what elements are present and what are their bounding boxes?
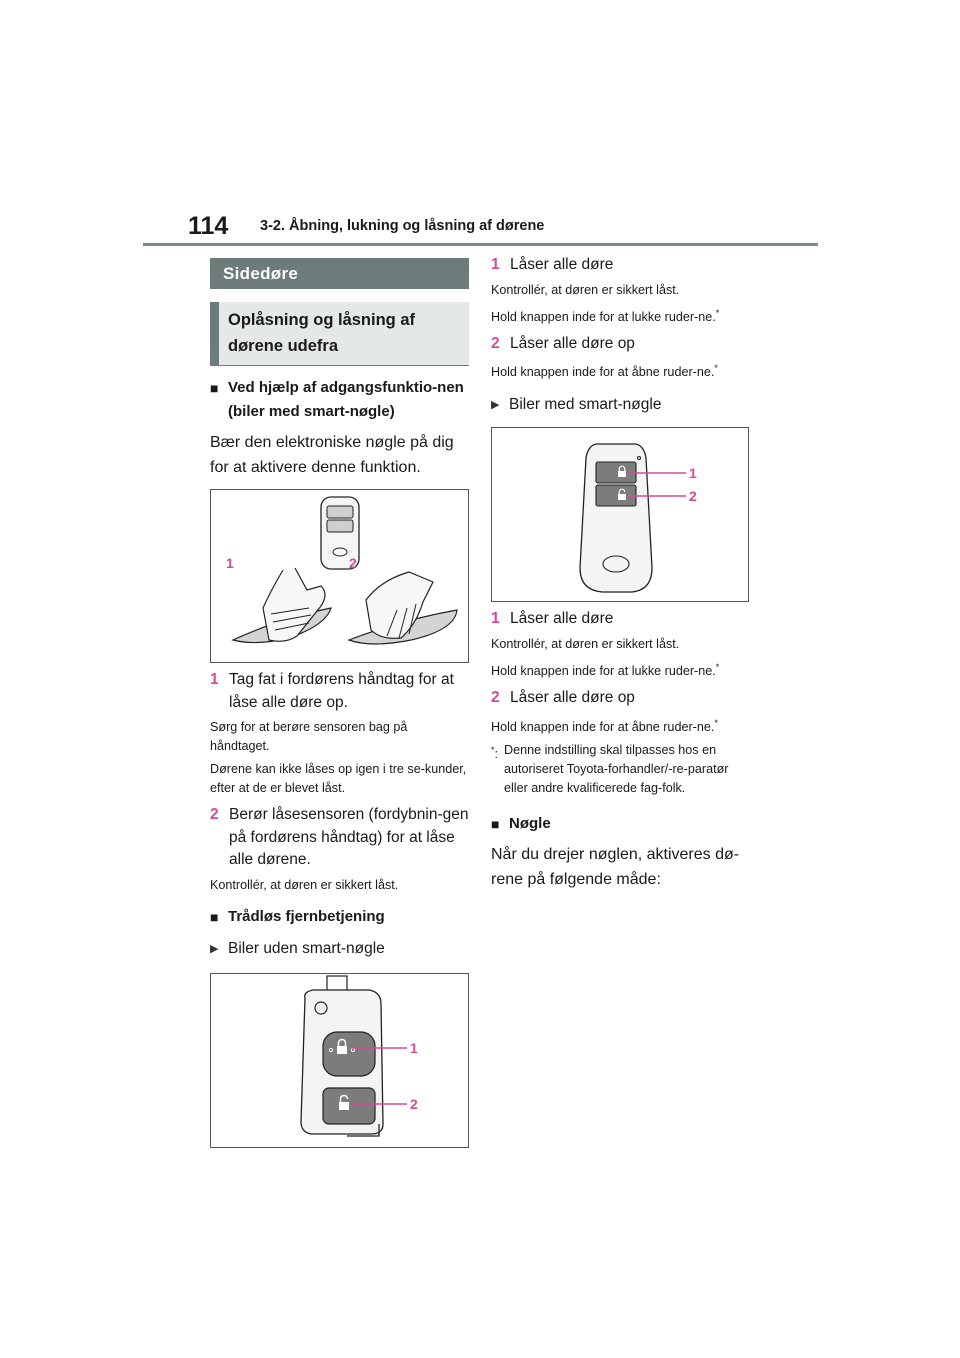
item-text: Låser alle døre op (510, 334, 635, 352)
figure-door-handle (210, 489, 469, 663)
step-number: 1 (210, 671, 219, 688)
triangle-right-icon: ▶ (210, 942, 219, 955)
subhead-no-smart-key: ▶ Biler uden smart-nøgle (210, 938, 469, 960)
footnote-mark: *: (491, 744, 499, 761)
step-2-note: Kontrollér, at døren er sikkert låst. (210, 877, 399, 892)
asterisk-mark: * (714, 363, 718, 374)
item-a2-note: Hold knappen inde for at åbne ruder-ne.* (491, 363, 718, 380)
subhead-smart-key: ▶ Biler med smart-nøgle (491, 394, 753, 416)
footnote-text: Denne indstilling skal tilpasses hos en autoriseret Toyota-forhandler/-re-paratør eller andre kvalificerede fag-folk. (504, 742, 729, 795)
item-b1 (491, 608, 753, 631)
key-text: Når du drejer nøglen, aktiveres dø-rene på følgende måde: (491, 845, 740, 888)
item-text: Låser alle døre (510, 610, 614, 628)
heading-smart-access: ■ Ved hjælp af adgangsfunktio-nen (biler med smart-nøgle) (210, 376, 469, 424)
triangle-right-icon: ▶ (491, 399, 500, 412)
figure-smart-key (491, 427, 749, 602)
item-text: Låser alle døre op (510, 689, 635, 707)
heading-key: ■ Nøgle (491, 812, 753, 836)
item-b2 (491, 687, 753, 710)
remote-key-illustration (211, 974, 468, 1147)
fig1-label-1-text: 1 (226, 555, 234, 571)
item-a1 (491, 254, 753, 277)
item-b2-note: Hold knappen inde for at åbne ruder-ne.* (491, 717, 718, 734)
item-number: 2 (491, 689, 500, 707)
fig3-label-1: 1 (689, 465, 697, 482)
left-column (210, 258, 469, 1148)
step-2 (210, 804, 469, 872)
section-title: Sidedøre (210, 258, 469, 289)
step-text: Berør låsesensoren (fordybnin-gen på fordørens håndtag) for at låse alle dørene. (229, 806, 469, 868)
step-1 (210, 669, 469, 714)
item-number: 1 (491, 256, 500, 273)
step-1-note-1: Sørg for at berøre sensoren bag på håndtaget. (210, 720, 408, 753)
item-a1-note-1: Kontrollér, at døren er sikkert låst. (491, 282, 680, 297)
fig2-label-2: 2 (410, 1095, 418, 1112)
asterisk-mark: * (714, 717, 718, 728)
square-bullet-icon: ■ (210, 908, 219, 925)
smart-key-illustration (492, 428, 748, 601)
step-text: Tag fat i fordørens håndtag for at låse alle døre op. (229, 671, 454, 711)
item-text: Låser alle døre (510, 256, 614, 273)
page-number: 114 (188, 212, 229, 240)
item-a2 (491, 333, 753, 356)
door-handle-illustration (211, 490, 468, 662)
step-number: 2 (210, 806, 219, 823)
fig1-label-2-text: 2 (349, 555, 357, 571)
figure-remote-key (210, 973, 469, 1148)
header-rule (143, 243, 818, 246)
intro-text: Bær den elektroniske nøgle på dig for at aktivere denne funktion. (210, 434, 454, 476)
running-title: 3-2. Åbning, lukning og låsning af dørene (260, 218, 545, 234)
fig2-label-1: 1 (410, 1039, 418, 1056)
footnote (491, 741, 753, 798)
heading-wireless-remote: ■ Trådløs fjernbetjening (210, 905, 469, 929)
item-b1-note-1: Kontrollér, at døren er sikkert låst. (491, 636, 680, 651)
item-a1-note-2: Hold knappen inde for at lukke ruder-ne.* (491, 307, 720, 324)
asterisk-mark: * (715, 307, 720, 318)
item-number: 2 (491, 334, 500, 352)
right-column (491, 254, 753, 892)
item-number: 1 (491, 610, 500, 628)
fig3-label-2: 2 (689, 488, 697, 505)
square-bullet-icon: ■ (491, 815, 500, 832)
square-bullet-icon: ■ (210, 380, 219, 396)
item-b1-note-2: Hold knappen inde for at lukke ruder-ne.* (491, 661, 720, 679)
subsection-title: Oplåsning og låsning af dørene udefra (210, 302, 469, 366)
asterisk-mark: * (715, 661, 720, 672)
step-1-note-2: Dørene kan ikke låses op igen i tre se-kunder, efter at de er blevet låst. (210, 762, 467, 795)
